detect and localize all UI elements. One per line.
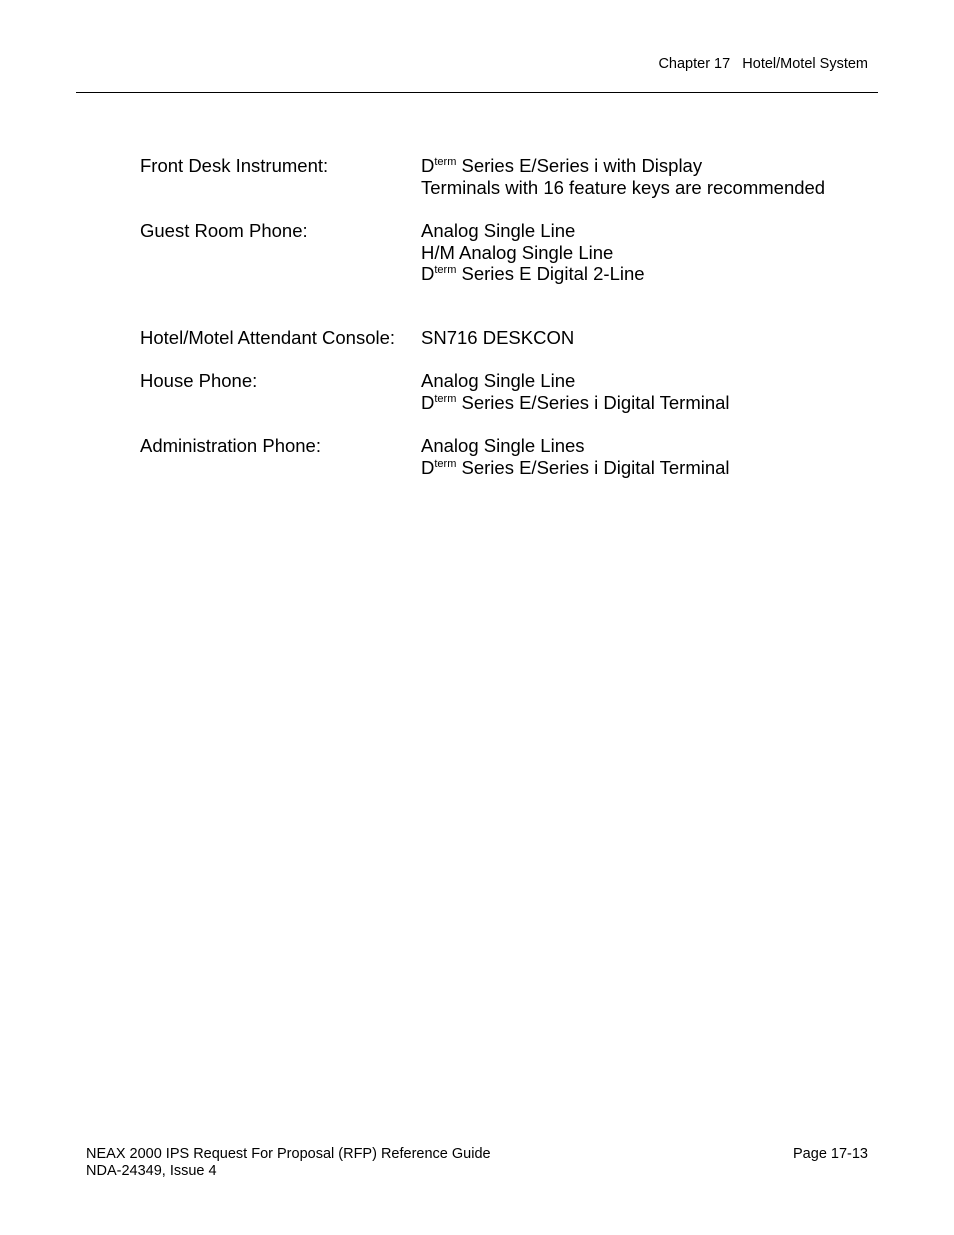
spec-value-line bbox=[421, 263, 645, 285]
chapter-title: Hotel/Motel System bbox=[742, 56, 868, 72]
spec-label: Guest Room Phone: bbox=[140, 220, 308, 241]
document-number: NDA-24349, Issue 4 bbox=[86, 1163, 217, 1179]
spec-label: Administration Phone: bbox=[140, 435, 321, 456]
spec-value-line bbox=[421, 242, 645, 264]
spec-value-superscript: term bbox=[434, 392, 457, 405]
spec-value-line bbox=[421, 220, 645, 242]
header-rule bbox=[76, 92, 878, 93]
spec-value-superscript: term bbox=[434, 264, 457, 276]
spec-value-line bbox=[421, 435, 730, 457]
spec-value-line bbox=[421, 392, 730, 414]
spec-values bbox=[421, 327, 574, 349]
spec-value-line bbox=[421, 457, 730, 479]
spec-value-text: Series E Digital 2-Line bbox=[456, 263, 645, 284]
spec-value-text: Analog Single Line bbox=[421, 220, 576, 241]
page-header bbox=[658, 56, 868, 72]
spec-value-text: Series E/Series i Digital Terminal bbox=[456, 391, 730, 413]
spec-value-text: Terminals with 16 feature keys are recommended bbox=[421, 176, 826, 198]
spec-value-text: H/M Analog Single Line bbox=[421, 241, 614, 263]
spec-values bbox=[421, 435, 730, 478]
spec-value-lead: D bbox=[421, 456, 435, 478]
spec-values bbox=[421, 370, 730, 413]
spec-value-line bbox=[421, 177, 825, 199]
spec-values bbox=[421, 220, 645, 285]
spec-value-superscript: term bbox=[434, 156, 457, 168]
guide-title: NEAX 2000 IPS Request For Proposal (RFP) Reference Guide bbox=[86, 1146, 491, 1162]
spec-value-text: Analog Single Line bbox=[421, 370, 576, 391]
page-footer-right bbox=[793, 1146, 868, 1163]
spec-values bbox=[421, 155, 825, 198]
spec-label: Front Desk Instrument: bbox=[140, 155, 329, 176]
spec-value-superscript: term bbox=[434, 457, 457, 470]
spec-value-lead: D bbox=[421, 263, 435, 284]
spec-value-lead: D bbox=[421, 155, 435, 176]
spec-value-lead: D bbox=[421, 391, 435, 413]
spec-value-text: Series E/Series i Digital Terminal bbox=[456, 456, 730, 478]
spec-value-text: SN716 DESKCON bbox=[421, 327, 575, 348]
spec-value-text: Series E/Series i with Display bbox=[456, 155, 703, 176]
page-footer-left bbox=[86, 1146, 491, 1180]
spec-value-line bbox=[421, 370, 730, 392]
chapter-number: Chapter 17 bbox=[658, 56, 731, 72]
spec-value-line bbox=[421, 155, 825, 177]
page-number: Page 17-13 bbox=[793, 1146, 868, 1162]
spec-label: House Phone: bbox=[140, 370, 258, 391]
spec-value-text: Analog Single Lines bbox=[421, 435, 585, 456]
spec-label: Hotel/Motel Attendant Console: bbox=[140, 327, 396, 348]
spec-value-line bbox=[421, 327, 574, 349]
